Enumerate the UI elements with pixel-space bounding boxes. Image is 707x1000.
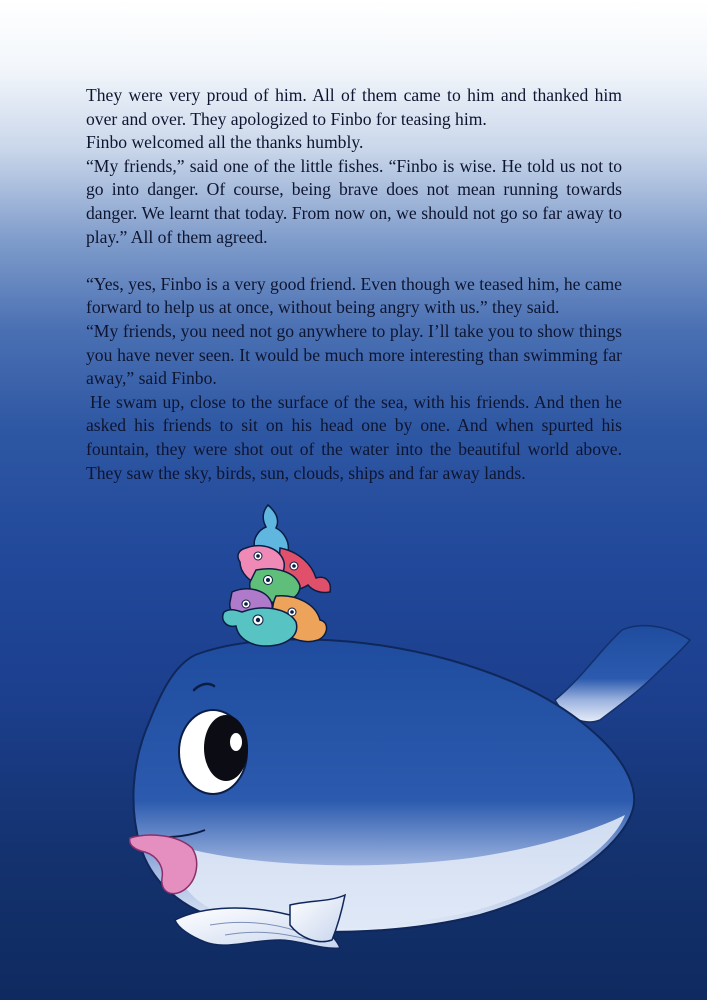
story-paragraph-4: “Yes, yes, Finbo is a very good friend. Even though we teased him, he came forward to help us at once, without being angry with us.” they said. (86, 273, 622, 318)
story-paragraph-3: “My friends,” said one of the little fishes. “Finbo is wise. He told us not to go into danger. Of course, being brave does not mean running towards danger. We learnt that today. From now on, we should not go so far away to play.” All of them agreed. (86, 155, 622, 247)
fish-bottom-teal (223, 608, 297, 646)
whale-tongue (130, 835, 197, 894)
fish-eye (266, 578, 270, 582)
story-paragraph-1: They were very proud of him. All of them came to him and thanked him over and over. They apologized to Finbo for teasing him. (86, 85, 622, 129)
fish-eye (290, 610, 294, 614)
whale-pupil (204, 715, 248, 781)
whale-illustration (0, 490, 707, 1000)
story-paragraph-5: “My friends, you need not go anywhere to play. I’ll take you to show things you have never seen. It would be much more interesting than swimming far away,” said Finbo. (86, 320, 622, 389)
story-text (86, 84, 622, 485)
whale-tail (555, 626, 690, 722)
fish-eye (244, 602, 248, 606)
fish-eye (256, 554, 260, 558)
fish-eye (256, 618, 260, 622)
fish-eye (292, 564, 296, 568)
whale-eye-shine (230, 733, 242, 751)
story-paragraph-2: Finbo welcomed all the thanks humbly. (86, 132, 364, 153)
fish-stack (223, 505, 331, 646)
story-paragraph-6: He swam up, close to the surface of the sea, with his friends. And then he asked his friends to sit on his head one by one. And when spurted his fountain, they were shot out of the water into the beautiful world above. They saw the sky, birds, sun, clouds, ships and far away lands. (86, 391, 622, 483)
